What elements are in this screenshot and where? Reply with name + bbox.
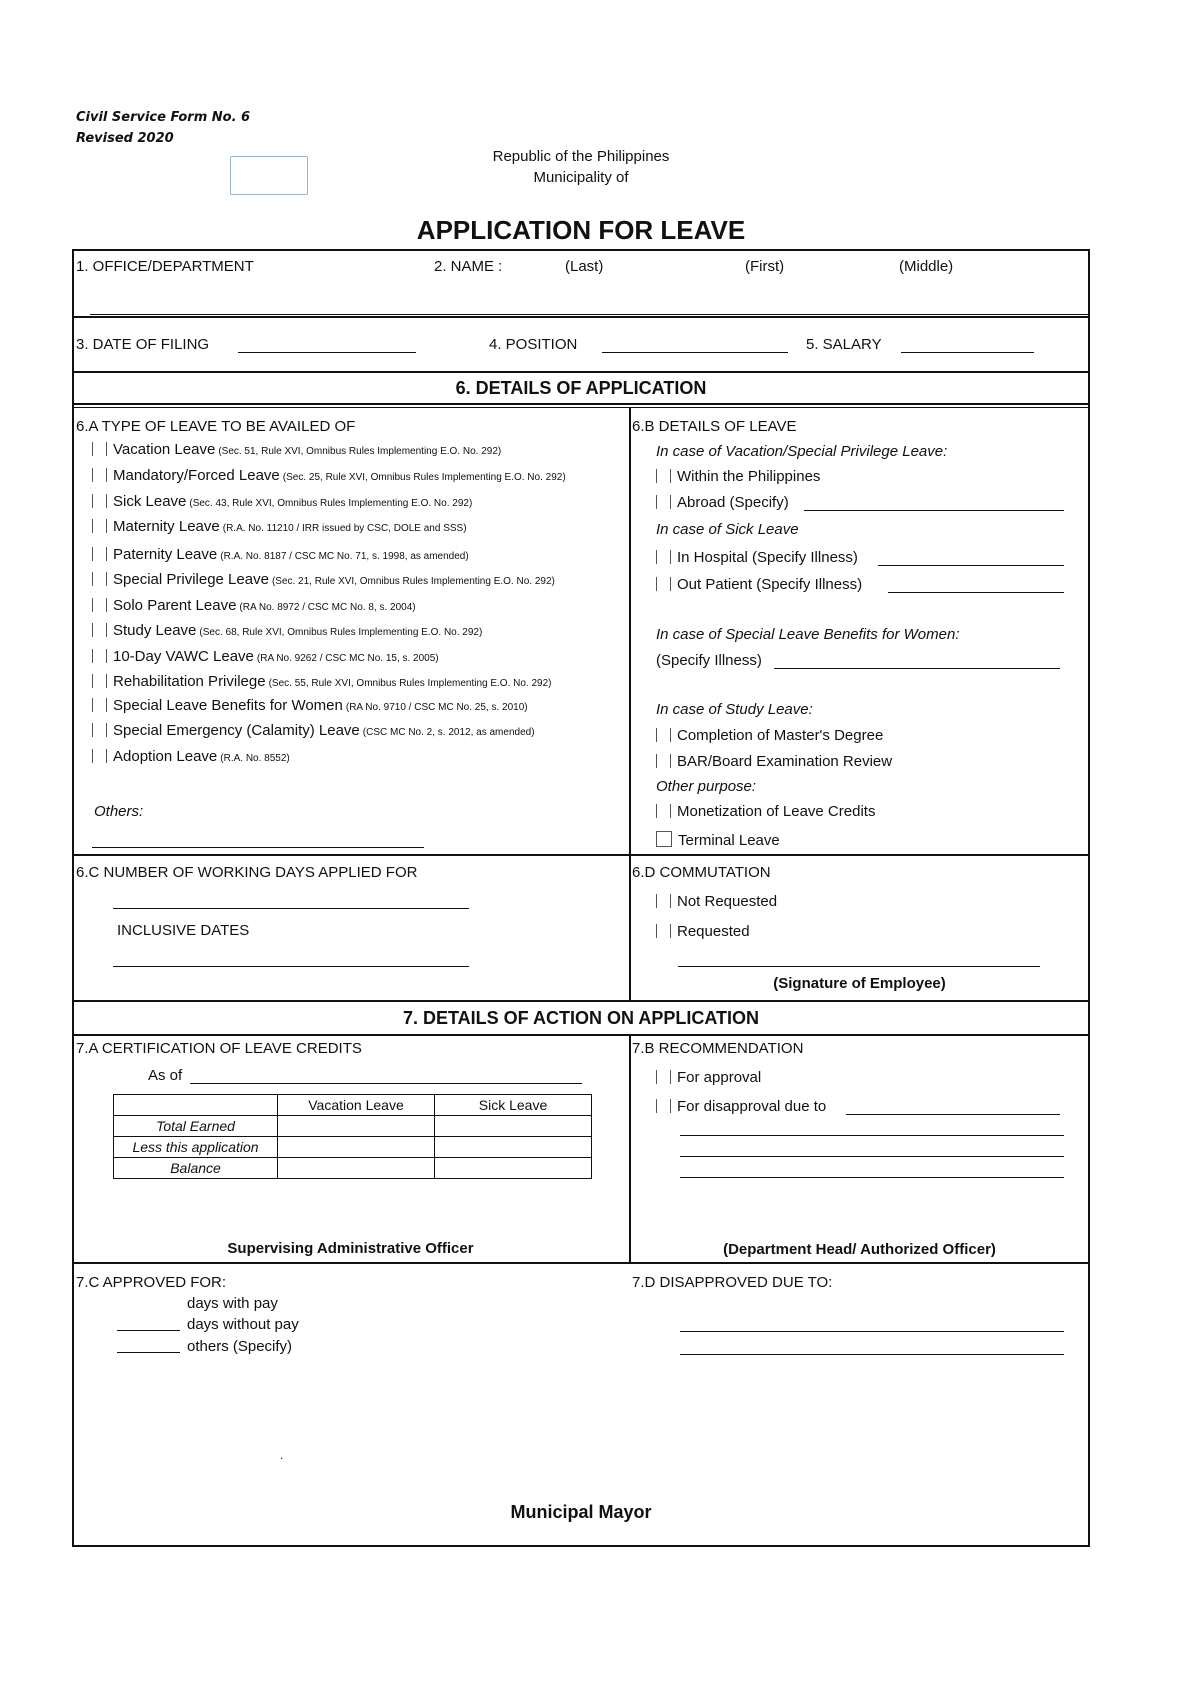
leave-type-option[interactable] xyxy=(92,648,439,665)
abroad-option[interactable] xyxy=(656,494,789,511)
leave-type-label: Mandatory/Forced Leave xyxy=(113,467,280,484)
section-6-title: 6. DETAILS OF APPLICATION xyxy=(455,378,707,398)
checkbox[interactable] xyxy=(656,831,672,847)
table-header: Vacation Leave xyxy=(278,1095,435,1116)
date-filing-input-line[interactable] xyxy=(238,352,416,353)
leave-type-legal-basis: (Sec. 25, Rule XVI, Omnibus Rules Implementing E.O. No. 292) xyxy=(282,472,566,483)
abroad-input-line[interactable] xyxy=(804,510,1064,511)
leave-type-option[interactable] xyxy=(92,467,566,484)
abroad-label: Abroad (Specify) xyxy=(677,494,789,511)
leave-type-option[interactable] xyxy=(92,518,467,535)
divider xyxy=(72,407,1090,408)
others-label: Others: xyxy=(94,803,144,820)
divider xyxy=(72,403,1090,405)
not-requested-option[interactable] xyxy=(656,893,777,910)
checkbox[interactable] xyxy=(92,649,107,663)
name-first-label: (First) xyxy=(745,258,785,275)
name-input-line[interactable] xyxy=(395,314,1088,315)
others-specify-label: others (Specify) xyxy=(187,1338,293,1355)
terminal-label: Terminal Leave xyxy=(678,832,780,849)
section-6d-title: 6.D COMMUTATION xyxy=(632,864,771,881)
study-caption: In case of Study Leave: xyxy=(656,701,813,718)
terminal-option[interactable] xyxy=(656,831,780,849)
row-label: Total Earned xyxy=(114,1116,278,1137)
leave-type-label: Special Privilege Leave xyxy=(113,571,269,588)
checkbox[interactable] xyxy=(92,442,107,456)
within-ph-label: Within the Philippines xyxy=(677,468,821,485)
leave-type-label: Sick Leave xyxy=(113,493,187,510)
supervising-officer-label: Supervising Administrative Officer xyxy=(227,1240,474,1257)
office-input-line[interactable] xyxy=(90,314,395,315)
leave-type-label: Maternity Leave xyxy=(113,518,220,535)
leave-type-legal-basis: (CSC MC No. 2, s. 2012, as amended) xyxy=(362,727,535,738)
disapproval-label: For disapproval due to xyxy=(677,1098,827,1115)
name-middle-label: (Middle) xyxy=(899,258,954,275)
checkbox[interactable] xyxy=(92,723,107,737)
table-cell[interactable] xyxy=(278,1116,435,1137)
checkbox[interactable] xyxy=(92,519,107,533)
checkbox[interactable] xyxy=(656,894,671,908)
section-6a-title: 6.A TYPE OF LEAVE TO BE AVAILED OF xyxy=(76,418,356,435)
table-header xyxy=(114,1095,278,1116)
table-row xyxy=(114,1137,592,1158)
approval-label: For approval xyxy=(677,1069,762,1086)
page-title: APPLICATION FOR LEAVE xyxy=(416,215,746,245)
divider xyxy=(72,1000,1090,1002)
within-ph-option[interactable] xyxy=(656,468,820,485)
divider xyxy=(72,1034,1090,1036)
outpatient-label: Out Patient (Specify Illness) xyxy=(677,576,863,593)
hospital-option[interactable] xyxy=(656,549,858,566)
checkbox[interactable] xyxy=(656,550,671,564)
table-header: Sick Leave xyxy=(435,1095,592,1116)
inclusive-dates-input-line[interactable] xyxy=(113,966,469,967)
leave-type-label: Special Leave Benefits for Women xyxy=(113,697,343,714)
requested-label: Requested xyxy=(677,923,750,940)
leave-type-option[interactable] xyxy=(92,546,469,563)
disapproval-option[interactable] xyxy=(656,1098,826,1115)
department-head-label: (Department Head/ Authorized Officer) xyxy=(723,1241,996,1258)
not-requested-label: Not Requested xyxy=(677,893,778,910)
hospital-label: In Hospital (Specify Illness) xyxy=(677,549,858,566)
disapproved-reason-line[interactable] xyxy=(680,1354,1064,1355)
outpatient-option[interactable] xyxy=(656,576,862,593)
checkbox[interactable] xyxy=(656,1099,671,1113)
divider xyxy=(72,854,1090,856)
leave-type-legal-basis: (R.A. No. 11210 / IRR issued by CSC, DOLE and SSS) xyxy=(222,523,467,534)
monetization-option[interactable] xyxy=(656,803,875,820)
employee-signature-label: (Signature of Employee) xyxy=(773,975,946,992)
outpatient-input-line[interactable] xyxy=(888,592,1064,593)
leave-type-legal-basis: (Sec. 51, Rule XVI, Omnibus Rules Implementing E.O. No. 292) xyxy=(218,446,502,457)
checkbox[interactable] xyxy=(656,1070,671,1084)
days-without-pay-label: days without pay xyxy=(187,1316,299,1333)
others-specify-input-line[interactable] xyxy=(117,1352,180,1353)
working-days-input-line[interactable] xyxy=(113,908,469,909)
bar-option[interactable] xyxy=(656,753,892,770)
hospital-input-line[interactable] xyxy=(878,565,1064,566)
form-revision: Revised 2020 xyxy=(76,131,174,146)
row-label: Less this application xyxy=(114,1137,278,1158)
masters-label: Completion of Master's Degree xyxy=(677,727,884,744)
section-7d-title: 7.D DISAPPROVED DUE TO: xyxy=(632,1274,833,1291)
women-specify-label: (Specify Illness) xyxy=(656,652,762,669)
leave-type-legal-basis: (R.A. No. 8187 / CSC MC No. 71, s. 1998, as amended) xyxy=(220,551,469,562)
checkbox[interactable] xyxy=(92,547,107,561)
column-divider xyxy=(629,1036,631,1262)
table-cell[interactable] xyxy=(278,1158,435,1179)
disapproval-reason-line[interactable] xyxy=(680,1177,1064,1178)
women-caption: In case of Special Leave Benefits for Women: xyxy=(656,626,960,643)
table-row xyxy=(114,1116,592,1137)
days-with-pay-label: days with pay xyxy=(187,1295,278,1312)
leave-type-option[interactable] xyxy=(92,673,552,690)
checkbox[interactable] xyxy=(656,577,671,591)
women-input-line[interactable] xyxy=(774,668,1060,669)
requested-option[interactable] xyxy=(656,923,750,940)
leave-type-label: Study Leave xyxy=(113,622,197,639)
position-input-line[interactable] xyxy=(602,352,788,353)
checkbox[interactable] xyxy=(656,804,671,818)
disapproval-reason-line[interactable] xyxy=(680,1135,1064,1136)
as-of-label: As of xyxy=(148,1067,183,1084)
checkbox[interactable] xyxy=(92,749,107,763)
disapproval-reason-line[interactable] xyxy=(680,1156,1064,1157)
days-without-pay-input-line[interactable] xyxy=(117,1330,180,1331)
republic-text: Republic of the Philippines xyxy=(492,148,670,165)
masters-option[interactable] xyxy=(656,727,883,744)
checkbox[interactable] xyxy=(656,924,671,938)
table-row xyxy=(114,1095,592,1116)
date-filing-label: 3. DATE OF FILING xyxy=(76,336,210,353)
checkbox[interactable] xyxy=(92,598,107,612)
leave-type-label: 10-Day VAWC Leave xyxy=(113,648,254,665)
stray-dot: . xyxy=(280,1448,284,1462)
others-input-line[interactable] xyxy=(92,847,424,848)
leave-type-option[interactable] xyxy=(92,748,290,765)
inclusive-dates-label: INCLUSIVE DATES xyxy=(117,922,250,939)
leave-type-legal-basis: (RA No. 8972 / CSC MC No. 8, s. 2004) xyxy=(239,602,416,613)
divider xyxy=(72,1262,1090,1264)
leave-type-legal-basis: (Sec. 55, Rule XVI, Omnibus Rules Implementing E.O. No. 292) xyxy=(268,678,552,689)
checkbox[interactable] xyxy=(92,572,107,586)
checkbox[interactable] xyxy=(656,495,671,509)
leave-type-legal-basis: (R.A. No. 8552) xyxy=(220,753,290,764)
checkbox[interactable] xyxy=(656,469,671,483)
position-label: 4. POSITION xyxy=(489,336,578,353)
salary-input-line[interactable] xyxy=(901,352,1034,353)
leave-type-label: Special Emergency (Calamity) Leave xyxy=(113,722,360,739)
checkbox[interactable] xyxy=(92,468,107,482)
section-6c-title: 6.C NUMBER OF WORKING DAYS APPLIED FOR xyxy=(76,864,418,881)
section-7c-title: 7.C APPROVED FOR: xyxy=(76,1274,227,1291)
section-7a-title: 7.A CERTIFICATION OF LEAVE CREDITS xyxy=(76,1040,362,1057)
bar-label: BAR/Board Examination Review xyxy=(677,753,893,770)
salary-label: 5. SALARY xyxy=(806,336,882,353)
checkbox[interactable] xyxy=(92,623,107,637)
section-6b-title: 6.B DETAILS OF LEAVE xyxy=(632,418,797,435)
leave-type-option[interactable] xyxy=(92,571,555,588)
approval-option[interactable] xyxy=(656,1069,761,1086)
checkbox[interactable] xyxy=(656,728,671,742)
checkbox[interactable] xyxy=(92,674,107,688)
checkbox[interactable] xyxy=(92,698,107,712)
divider xyxy=(72,371,1090,373)
table-cell[interactable] xyxy=(278,1137,435,1158)
checkbox[interactable] xyxy=(656,754,671,768)
vacation-caption: In case of Vacation/Special Privilege Leave: xyxy=(656,443,948,460)
table-cell[interactable] xyxy=(435,1137,592,1158)
disapproved-reason-line[interactable] xyxy=(680,1331,1064,1332)
checkbox[interactable] xyxy=(92,494,107,508)
divider xyxy=(72,316,1090,318)
municipality-text: Municipality of xyxy=(533,169,629,186)
leave-type-legal-basis: (Sec. 68, Rule XVI, Omnibus Rules Implementing E.O. No. 292) xyxy=(199,627,483,638)
row-label: Balance xyxy=(114,1158,278,1179)
leave-type-label: Adoption Leave xyxy=(113,748,218,765)
leave-type-option[interactable] xyxy=(92,493,472,510)
leave-type-option[interactable] xyxy=(92,622,482,639)
employee-signature-line[interactable] xyxy=(678,966,1040,967)
leave-type-label: Paternity Leave xyxy=(113,546,218,563)
leave-type-legal-basis: (Sec. 43, Rule XVI, Omnibus Rules Implementing E.O. No. 292) xyxy=(189,498,473,509)
leave-type-label: Solo Parent Leave xyxy=(113,597,237,614)
table-row xyxy=(114,1158,592,1179)
column-divider xyxy=(629,407,631,1002)
name-last-label: (Last) xyxy=(565,258,604,275)
other-purpose-caption: Other purpose: xyxy=(656,778,757,795)
leave-type-option[interactable] xyxy=(92,697,528,714)
monetization-label: Monetization of Leave Credits xyxy=(677,803,876,820)
leave-type-option[interactable] xyxy=(92,441,501,458)
table-cell[interactable] xyxy=(435,1116,592,1137)
leave-type-option[interactable] xyxy=(92,597,416,614)
disapproval-input-line[interactable] xyxy=(846,1114,1060,1115)
mayor-label: Municipal Mayor xyxy=(510,1502,652,1522)
name-label: 2. NAME : xyxy=(434,258,503,275)
office-label: 1. OFFICE/DEPARTMENT xyxy=(76,258,254,275)
leave-type-label: Rehabilitation Privilege xyxy=(113,673,266,690)
leave-type-label: Vacation Leave xyxy=(113,441,216,458)
section-7-title: 7. DETAILS OF ACTION ON APPLICATION xyxy=(402,1008,759,1028)
form-number: Civil Service Form No. 6 xyxy=(76,110,251,125)
leave-type-legal-basis: (Sec. 21, Rule XVI, Omnibus Rules Implementing E.O. No. 292) xyxy=(271,576,555,587)
sick-caption: In case of Sick Leave xyxy=(656,521,799,538)
section-7b-title: 7.B RECOMMENDATION xyxy=(632,1040,804,1057)
as-of-input-line[interactable] xyxy=(190,1083,582,1084)
leave-type-legal-basis: (RA No. 9710 / CSC MC No. 25, s. 2010) xyxy=(345,702,528,713)
leave-type-legal-basis: (RA No. 9262 / CSC MC No. 15, s. 2005) xyxy=(256,653,439,664)
leave-credits-table xyxy=(113,1094,592,1179)
leave-type-option[interactable] xyxy=(92,722,535,739)
table-cell[interactable] xyxy=(435,1158,592,1179)
